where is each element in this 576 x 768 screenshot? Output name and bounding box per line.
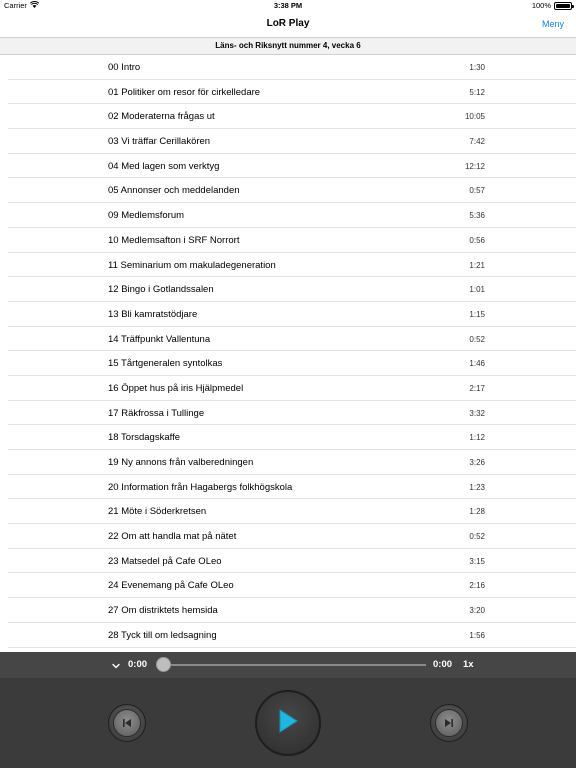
- track-duration: 7:42: [469, 137, 485, 147]
- section-header: Läns- och Riksnytt nummer 4, vecka 6: [0, 37, 576, 55]
- track-duration: 1:56: [469, 630, 485, 640]
- track-row[interactable]: [8, 80, 576, 105]
- track-row[interactable]: [8, 425, 576, 450]
- carrier-label: Carrier: [4, 1, 27, 10]
- track-row[interactable]: [8, 302, 576, 327]
- track-duration: 3:32: [469, 408, 485, 418]
- track-duration: 0:52: [469, 334, 485, 344]
- status-right: [532, 1, 572, 10]
- track-title: 24 Evenemang på Cafe OLeo: [108, 580, 234, 592]
- track-duration: 0:57: [469, 186, 485, 196]
- track-title: 09 Medlemsforum: [108, 210, 185, 222]
- track-duration: 1:15: [469, 309, 485, 319]
- progress-slider[interactable]: [160, 664, 426, 666]
- track-duration: 3:26: [469, 458, 485, 467]
- track-title: 27 Om distriktets hemsida: [108, 605, 218, 617]
- current-time: 0:00: [128, 659, 148, 670]
- track-duration: 0:52: [469, 532, 485, 542]
- track-row[interactable]: [8, 598, 576, 623]
- track-row[interactable]: [8, 549, 576, 574]
- track-title: 18 Torsdagskaffe: [108, 432, 181, 444]
- track-duration: 5:36: [469, 211, 485, 221]
- track-row[interactable]: [8, 277, 576, 302]
- playback-controls: [0, 678, 576, 768]
- play-button[interactable]: [255, 690, 321, 756]
- track-duration: 1:28: [469, 507, 485, 517]
- track-duration: 10:05: [464, 112, 485, 122]
- track-title: 23 Matsedel på Cafe OLeo: [108, 555, 222, 567]
- status-bar: [0, 0, 576, 12]
- track-title: 28 Tyck till om ledsagning: [108, 629, 217, 641]
- chevron-down-icon[interactable]: [110, 659, 122, 671]
- track-row[interactable]: [8, 450, 576, 475]
- track-title: 21 Möte i Söderkretsen: [108, 506, 207, 518]
- track-title: 02 Moderaterna frågas ut: [108, 111, 215, 123]
- track-title: 04 Med lagen som verktyg: [108, 160, 220, 172]
- track-row[interactable]: [8, 104, 576, 129]
- status-time: 3:38 PM: [273, 1, 303, 10]
- total-time: 0:00: [433, 659, 453, 670]
- track-duration: 2:16: [469, 581, 485, 591]
- track-title: 01 Politiker om resor för cirkelledare: [108, 86, 261, 98]
- track-row[interactable]: [8, 401, 576, 426]
- player-bar: [0, 652, 576, 678]
- track-row[interactable]: [8, 623, 576, 648]
- track-row[interactable]: [8, 203, 576, 228]
- track-title: 20 Information från Hagabergs folkhögskola: [108, 481, 293, 493]
- track-row[interactable]: [8, 475, 576, 500]
- track-duration: 0:56: [469, 235, 485, 245]
- track-row[interactable]: [8, 499, 576, 524]
- track-duration: 1:12: [469, 433, 485, 443]
- page-title: LoR Play: [266, 18, 310, 29]
- track-title: 10 Medlemsafton i SRF Norrort: [108, 234, 240, 246]
- track-row[interactable]: [8, 253, 576, 278]
- track-row[interactable]: [8, 129, 576, 154]
- track-duration: 1:46: [469, 359, 485, 369]
- track-row[interactable]: [8, 524, 576, 549]
- track-row[interactable]: [8, 351, 576, 376]
- track-row[interactable]: [8, 573, 576, 598]
- track-row[interactable]: [8, 154, 576, 179]
- play-icon: [277, 708, 299, 739]
- track-title: 03 Vi träffar Cerillakören: [108, 136, 211, 148]
- track-duration: 3:20: [469, 606, 485, 616]
- track-duration: 1:30: [469, 63, 485, 72]
- next-button[interactable]: [430, 704, 468, 742]
- track-title: 05 Annonser och meddelanden: [108, 185, 240, 197]
- track-title: 15 Tårtgeneralen syntolkas: [108, 358, 223, 370]
- track-title: 00 Intro: [108, 62, 141, 73]
- track-row[interactable]: [8, 55, 576, 80]
- track-duration: 1:23: [469, 482, 485, 492]
- track-title: 16 Öppet hus på iris Hjälpmedel: [108, 382, 244, 394]
- track-duration: 5:12: [469, 87, 485, 97]
- track-row[interactable]: [8, 327, 576, 352]
- menu-button[interactable]: Meny: [541, 19, 564, 29]
- track-title: 19 Ny annons från valberedningen: [108, 457, 254, 468]
- track-duration: 2:17: [469, 383, 485, 393]
- track-list[interactable]: [0, 55, 576, 652]
- track-row[interactable]: [8, 228, 576, 253]
- playback-speed-button[interactable]: 1x: [463, 659, 474, 670]
- previous-button[interactable]: [108, 704, 146, 742]
- track-row[interactable]: [8, 178, 576, 203]
- track-title: 12 Bingo i Gotlandssalen: [108, 284, 214, 296]
- battery-percent: 100%: [531, 1, 551, 10]
- track-title: 13 Bli kamratstödjare: [108, 308, 198, 320]
- track-title: 17 Räkfrossa i Tullinge: [108, 407, 205, 419]
- track-duration: 12:12: [464, 161, 485, 171]
- navigation-bar: [0, 12, 576, 37]
- track-duration: 1:01: [469, 285, 485, 295]
- skip-next-icon: [435, 709, 463, 737]
- track-title: 22 Om att handla mat på nätet: [108, 531, 237, 543]
- track-title: 14 Träffpunkt Vallentuna: [108, 333, 211, 345]
- track-row[interactable]: [8, 376, 576, 401]
- skip-previous-icon: [113, 709, 141, 737]
- track-duration: 3:15: [469, 556, 485, 566]
- track-title: 11 Seminarium om makuladegeneration: [108, 259, 276, 271]
- slider-thumb[interactable]: [156, 657, 171, 672]
- track-duration: 1:21: [469, 260, 485, 270]
- battery-icon: [554, 2, 572, 10]
